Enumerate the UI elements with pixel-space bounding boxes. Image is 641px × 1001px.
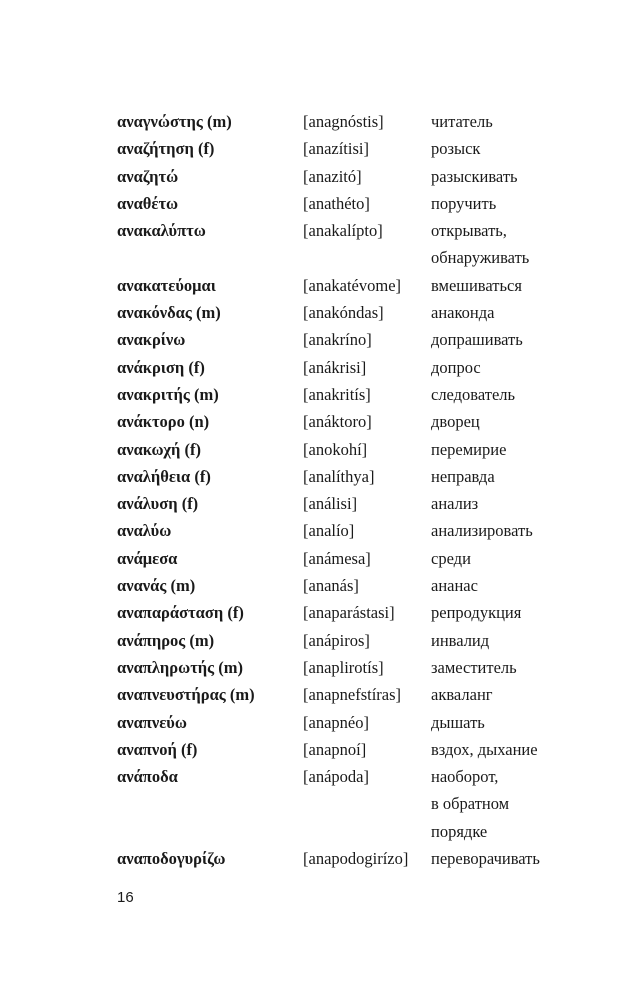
translation-line: акваланг bbox=[431, 685, 493, 705]
translation-line: допрашивать bbox=[431, 330, 523, 350]
transliteration: [analío] bbox=[303, 521, 355, 541]
translation bbox=[431, 545, 557, 572]
translation-line: вмешиваться bbox=[431, 275, 522, 295]
transliteration: [anathéto] bbox=[303, 193, 370, 213]
greek-word: ανακατεύομαι bbox=[117, 275, 216, 295]
transliteration: [ananás] bbox=[303, 576, 359, 596]
greek-word: ανακριτής (m) bbox=[117, 384, 219, 404]
transliteration: [anákrisi] bbox=[303, 357, 367, 377]
dictionary-entry bbox=[117, 599, 557, 626]
transliteration: [anaplirotís] bbox=[303, 657, 384, 677]
dictionary-entry bbox=[117, 545, 557, 572]
greek-word: ανακόνδας (m) bbox=[117, 303, 221, 323]
translation-line: вздох, дыхание bbox=[431, 739, 538, 759]
transliteration: [anazítisi] bbox=[303, 139, 369, 159]
dictionary-entry bbox=[117, 681, 557, 708]
translation-line: читатель bbox=[431, 112, 493, 131]
translation-line: разыскивать bbox=[431, 166, 518, 186]
dictionary-entry bbox=[117, 217, 557, 272]
greek-word: αναποδογυρίζω bbox=[117, 849, 226, 869]
greek-word: ανάποδα bbox=[117, 767, 178, 787]
dictionary-entry bbox=[117, 326, 557, 353]
greek-word: αναπνεύω bbox=[117, 712, 187, 732]
translation-line: следователь bbox=[431, 384, 516, 404]
transliteration: [anapnéo] bbox=[303, 712, 369, 732]
greek-word: ανάπηρος (m) bbox=[117, 630, 215, 650]
dictionary-entry bbox=[117, 709, 557, 736]
translation-line: наоборот, bbox=[431, 767, 499, 787]
greek-word: αναθέτω bbox=[117, 193, 179, 213]
greek-word: αναζητώ bbox=[117, 166, 179, 186]
transliteration: [anokohí] bbox=[303, 439, 368, 459]
dictionary-entry bbox=[117, 490, 557, 517]
dictionary-entry bbox=[117, 736, 557, 763]
transliteration: [anagnóstis] bbox=[303, 112, 384, 131]
transliteration: [anapnoí] bbox=[303, 739, 367, 759]
translation bbox=[431, 463, 557, 490]
translation bbox=[431, 654, 557, 681]
translation-line: перемирие bbox=[431, 439, 507, 459]
translation-line: среди bbox=[431, 548, 471, 568]
dictionary-entry bbox=[117, 463, 557, 490]
entry-list bbox=[117, 108, 557, 872]
greek-word: ανάκριση (f) bbox=[117, 357, 205, 377]
dictionary-entry bbox=[117, 299, 557, 326]
translation-line: допрос bbox=[431, 357, 481, 377]
translation bbox=[431, 163, 557, 190]
greek-word: αναπαράσταση (f) bbox=[117, 603, 244, 623]
greek-word: ανάμεσα bbox=[117, 548, 178, 568]
translation bbox=[431, 135, 557, 162]
greek-word: αναπληρωτής (m) bbox=[117, 657, 243, 677]
greek-word: ανάκτορο (n) bbox=[117, 412, 210, 432]
translation bbox=[431, 517, 557, 544]
greek-word: αναζήτηση (f) bbox=[117, 139, 215, 159]
dictionary-entry bbox=[117, 408, 557, 435]
translation bbox=[431, 381, 557, 408]
translation-line: порядке bbox=[431, 821, 488, 841]
greek-word: αναλύω bbox=[117, 521, 172, 541]
greek-word: ανάλυση (f) bbox=[117, 494, 199, 514]
translation bbox=[431, 627, 557, 654]
dictionary-entry bbox=[117, 517, 557, 544]
dictionary-entry bbox=[117, 627, 557, 654]
translation-line: переворачивать bbox=[431, 849, 540, 869]
translation-line: дворец bbox=[431, 412, 480, 432]
dictionary-entry bbox=[117, 763, 557, 845]
dictionary-entry bbox=[117, 272, 557, 299]
transliteration: [anakatévome] bbox=[303, 275, 402, 295]
transliteration: [anaparástasi] bbox=[303, 603, 395, 623]
translation-line: заместитель bbox=[431, 657, 517, 677]
translation-line: репродукция bbox=[431, 603, 522, 623]
page-number: 16 bbox=[117, 889, 134, 906]
greek-word: ανακρίνω bbox=[117, 330, 186, 350]
translation-line: дышать bbox=[431, 712, 485, 732]
translation-line: ананас bbox=[431, 576, 478, 596]
translation-line: неправда bbox=[431, 466, 495, 486]
dictionary-entry bbox=[117, 436, 557, 463]
greek-word: αναπνοή (f) bbox=[117, 739, 198, 759]
transliteration: [anámesa] bbox=[303, 548, 371, 568]
translation-line: анализ bbox=[431, 494, 479, 514]
translation-line: открывать, bbox=[431, 221, 507, 241]
greek-word: αναπνευστήρας (m) bbox=[117, 685, 255, 705]
dictionary-entry bbox=[117, 845, 557, 872]
greek-word: ανακαλύπτω bbox=[117, 221, 206, 241]
translation bbox=[431, 272, 557, 299]
translation-line: обнаруживать bbox=[431, 248, 530, 268]
translation bbox=[431, 736, 557, 763]
dictionary-entry bbox=[117, 163, 557, 190]
transliteration: [anakóndas] bbox=[303, 303, 384, 323]
transliteration: [analíthya] bbox=[303, 466, 375, 486]
transliteration: [anakritís] bbox=[303, 384, 371, 404]
dictionary-entry bbox=[117, 654, 557, 681]
greek-word: ανανάς (m) bbox=[117, 576, 196, 596]
dictionary-entry bbox=[117, 354, 557, 381]
translation bbox=[431, 709, 557, 736]
translation bbox=[431, 436, 557, 463]
dictionary-entry bbox=[117, 135, 557, 162]
translation bbox=[431, 354, 557, 381]
dictionary-entry bbox=[117, 190, 557, 217]
dictionary-entry bbox=[117, 381, 557, 408]
translation bbox=[431, 408, 557, 435]
translation bbox=[431, 599, 557, 626]
translation bbox=[431, 490, 557, 517]
transliteration: [anápoda] bbox=[303, 767, 369, 787]
translation bbox=[431, 572, 557, 599]
translation bbox=[431, 763, 557, 845]
transliteration: [anapnefstíras] bbox=[303, 685, 402, 705]
dictionary-entry bbox=[117, 108, 557, 135]
translation-line: розыск bbox=[431, 139, 481, 159]
greek-word: αναλήθεια (f) bbox=[117, 466, 211, 486]
transliteration: [anazitó] bbox=[303, 166, 362, 186]
translation-line: анаконда bbox=[431, 303, 495, 323]
translation bbox=[431, 217, 557, 272]
translation bbox=[431, 845, 557, 872]
translation bbox=[431, 326, 557, 353]
translation-line: анализировать bbox=[431, 521, 533, 541]
dictionary-entry bbox=[117, 572, 557, 599]
translation-line: поручить bbox=[431, 193, 497, 213]
transliteration: [anápiros] bbox=[303, 630, 370, 650]
transliteration: [análisi] bbox=[303, 494, 358, 514]
transliteration: [anakríno] bbox=[303, 330, 372, 350]
translation bbox=[431, 299, 557, 326]
translation-line: инвалид bbox=[431, 630, 490, 650]
translation bbox=[431, 108, 557, 135]
translation bbox=[431, 681, 557, 708]
translation-line: в обратном bbox=[431, 794, 510, 814]
greek-word: ανακωχή (f) bbox=[117, 439, 201, 459]
transliteration: [anapodogirízo] bbox=[303, 849, 409, 869]
greek-word: αναγνώστης (m) bbox=[117, 112, 232, 131]
transliteration: [anakalípto] bbox=[303, 221, 383, 241]
translation bbox=[431, 190, 557, 217]
transliteration: [anáktoro] bbox=[303, 412, 372, 432]
